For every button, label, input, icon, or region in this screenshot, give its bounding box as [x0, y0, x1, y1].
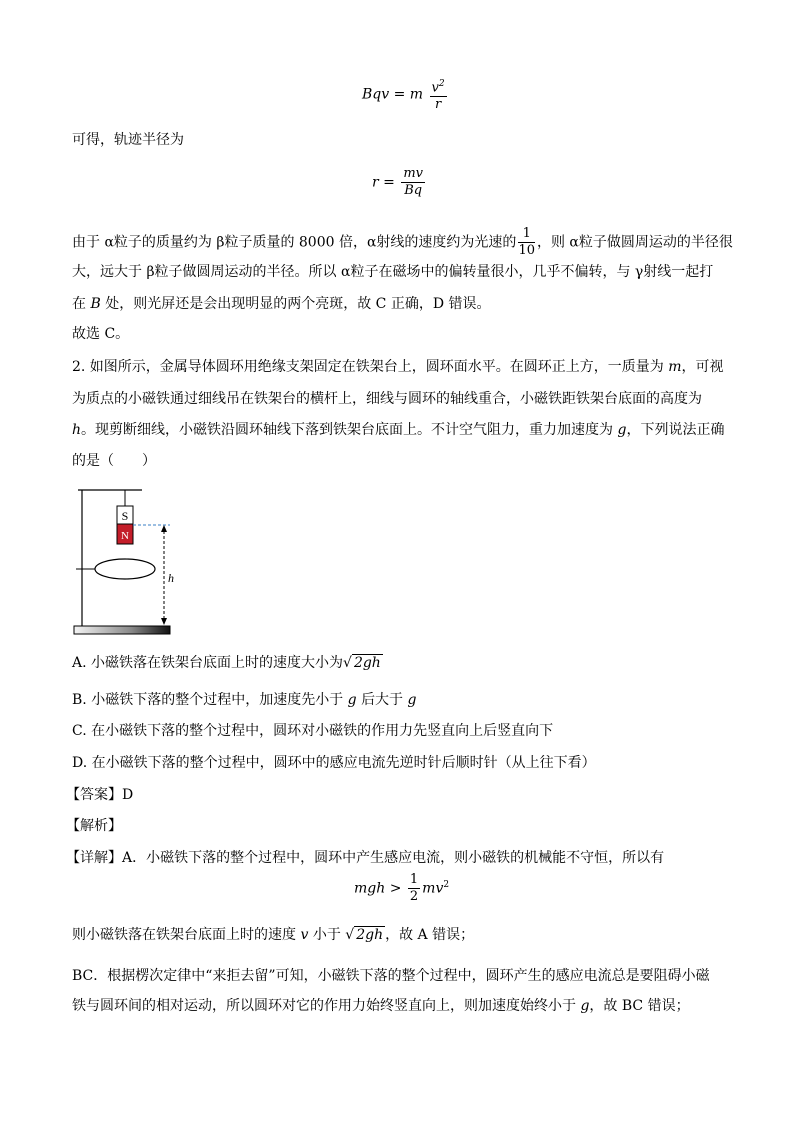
para1-line1: 由于 α粒子的质量约为 β粒子质量的 8000 倍，α射线的速度约为光速的 $\frac{1}{10}$ ，则 α粒子做圆周运动的半径很 [72, 226, 733, 258]
eq2-numerator: mv [403, 166, 423, 181]
text-choose-c: 故选 C。 [72, 326, 130, 342]
para1-line3: 在 B 处，则光屏还是会出现明显的两个亮斑，故 C 正确，D 错误。 [72, 296, 491, 312]
detail-equation: mgh > $\frac{1}{2}$ $mv^2$ [354, 872, 450, 904]
answer-label: 【答案】 [66, 787, 122, 803]
eq2-denominator: Bq [404, 183, 423, 198]
detail-line3: BC．根据楞次定律中“来拒去留”可知，小磁铁下落的整个过程中，圆环产生的感应电流总是要阻碍小磁 [72, 968, 710, 984]
metal-ring [95, 559, 155, 579]
option-a: A. 小磁铁落在铁架台底面上时的速度大小为√ 2gh [72, 655, 381, 671]
question2-line3: h。现剪断细线，小磁铁沿圆环轴线下落到铁架台底面上。不计空气阻力，重力加速度为 g，下列说法正确 [72, 422, 725, 438]
magnet-label-n: N [121, 530, 129, 542]
para1-line2: 大，远大于 β粒子做圆周运动的半径。所以 α粒子在磁场中的偏转量很小，几乎不偏转，与 γ射线一起打 [72, 264, 714, 280]
text-radius-intro: 可得，轨迹半径为 [72, 132, 184, 148]
answer-value: D [122, 787, 134, 803]
detail-line2: 则小磁铁落在铁架台底面上时的速度 v 小于 √ 2gh ，故 A 错误； [72, 927, 475, 943]
height-label: h [168, 571, 174, 585]
detail-eq-fraction: $\frac{1}{2}$ [409, 872, 419, 904]
stand-base [74, 626, 170, 634]
para1-fraction: $\frac{1}{10}$ [518, 226, 535, 258]
height-arrow-bottom-head [161, 618, 167, 625]
eq1-fraction [430, 76, 447, 113]
equation-radius [372, 166, 427, 199]
answer [66, 785, 133, 805]
magnet-label-s: S [121, 509, 129, 523]
option-b: B. 小磁铁下落的整个过程中，加速度先小于 g 后大于 g [72, 692, 417, 708]
height-arrow-top-head [161, 525, 167, 532]
eq1-numerator: $v^2$ [430, 76, 447, 97]
eq1-denominator: r [434, 97, 442, 113]
detail-line1: 【详解】A．小磁铁下落的整个过程中，圆环中产生感应电流，则小磁铁的机械能不守恒，所以有 [66, 850, 665, 866]
eq2-lhs: r = [372, 174, 395, 191]
option-d: D. 在小磁铁下落的整个过程中，圆环中的感应电流先逆时针后顺时针（从上往下看） [72, 755, 596, 771]
analysis-label: 【解析】 [66, 818, 122, 834]
detail-line4: 铁与圆环间的相对运动，所以圆环对它的作用力始终竖直向上，则加速度始终小于 g，故 BC 错误； [72, 998, 690, 1014]
question2-line4: 的是（ ） [72, 453, 156, 469]
eq2-fraction [401, 166, 425, 199]
question2-line1: 2. 如图所示，金属导体圆环用绝缘支架固定在铁架台上，圆环面水平。在圆环正上方，一质量为 m，可视 [72, 359, 724, 375]
equation-lorentz-centripetal [362, 76, 449, 113]
option-c: C. 在小磁铁下落的整个过程中，圆环对小磁铁的作用力先竖直向上后竖直向下 [72, 723, 554, 739]
eq1-lhs: Bqv = m [362, 86, 424, 103]
question2-line2: 为质点的小磁铁通过细线吊在铁架台的横杆上，细线与圆环的轴线重合，小磁铁距铁架台底面的高度为 [72, 391, 702, 407]
magnet-ring-figure [70, 480, 180, 640]
